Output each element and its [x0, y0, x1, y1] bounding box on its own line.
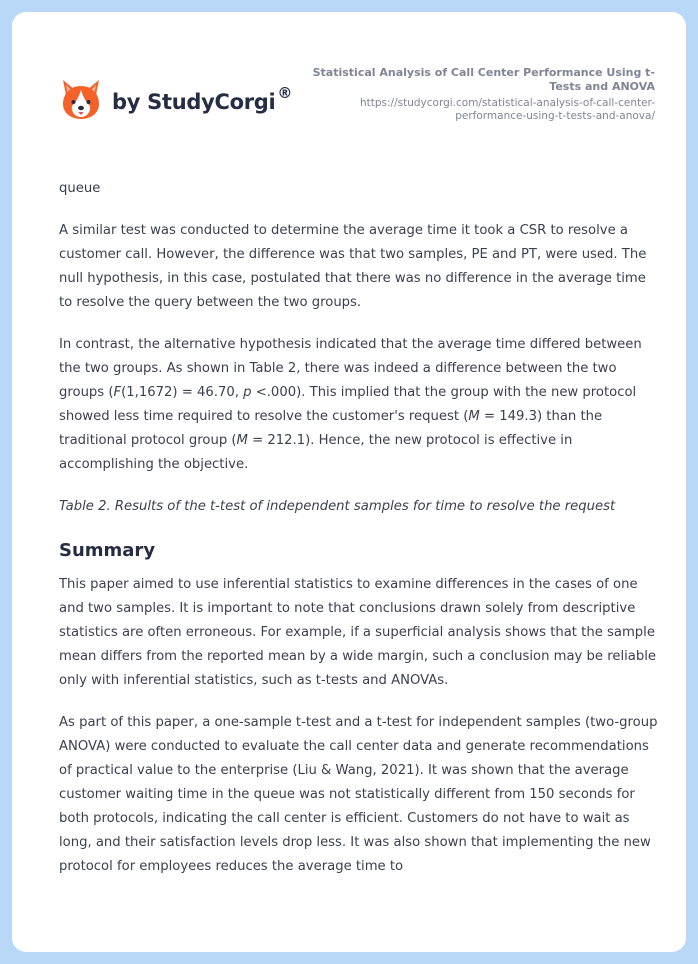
document-meta [295, 66, 655, 123]
document-page [12, 12, 686, 952]
corgi-logo-icon [60, 76, 102, 122]
document-title: Statistical Analysis of Call Center Performance Using t-Tests and ANOVA [312, 66, 655, 93]
paragraph-summary-aim: This paper aimed to use inferential statistics to examine differences in the cases of one and two samples. It is important to note that conclusions drawn solely from descriptive statistics are often erroneous. For example, if a superficial analysis shows that the sample mean differs from the reported mean by a wide margin, such a conclusion may be reliable only with inferential statistics, such as t-tests and ANOVAs. [59, 577, 657, 688]
summary-heading: Summary [59, 540, 156, 561]
paragraph-summary-results: As part of this paper, a one-sample t-test and a t-test for independent samples (two-group ANOVA) were conducted to evaluate the call center data and generate recommendations of practical value to the enterprise (Liu & Wang, 2021). It was shown that the average customer waiting time in the queue was not statistically different from 150 seconds for both protocols, indicating the call center is efficient. Customers do not have to wait as long, and their satisfaction levels drop less. It was also shown that implementing the new protocol for employees reduces the average time to [59, 715, 658, 874]
document-url[interactable]: https://studycorgi.com/statistical-analysis-of-call-center-performance-using-t-tests-and-anova/ [359, 97, 655, 122]
paragraph-fragment: queue [59, 181, 101, 196]
paragraph-similar-test: A similar test was conducted to determine the average time it took a CSR to resolve a customer call. However, the difference was that two samples, PE and PT, were used. The null hypothesis, in this case, postulated that there was no difference in the average time to resolve the query between the two groups. [59, 223, 647, 310]
brand-name: by StudyCorgi ® [112, 84, 293, 114]
registered-mark: ® [277, 84, 293, 102]
studycorgi-logo[interactable] [60, 76, 292, 122]
paragraph-alternative-hypothesis: In contrast, the alternative hypothesis indicated that the average time differed between the two groups. As shown in Table 2, there was indeed a difference between the two groups (F(1,1672) = 46.70, p <.000). This implied that the group with the new protocol showed less time required to resolve the customer's request (M = 149.3) than the traditional protocol group (M = 212.1). Hence, the new protocol is effective in accomplishing the objective. [59, 337, 642, 472]
page-header [12, 12, 686, 162]
table-caption: Table 2. Results of the t-test of independent samples for time to resolve the request [59, 499, 616, 514]
document-body [59, 177, 659, 897]
